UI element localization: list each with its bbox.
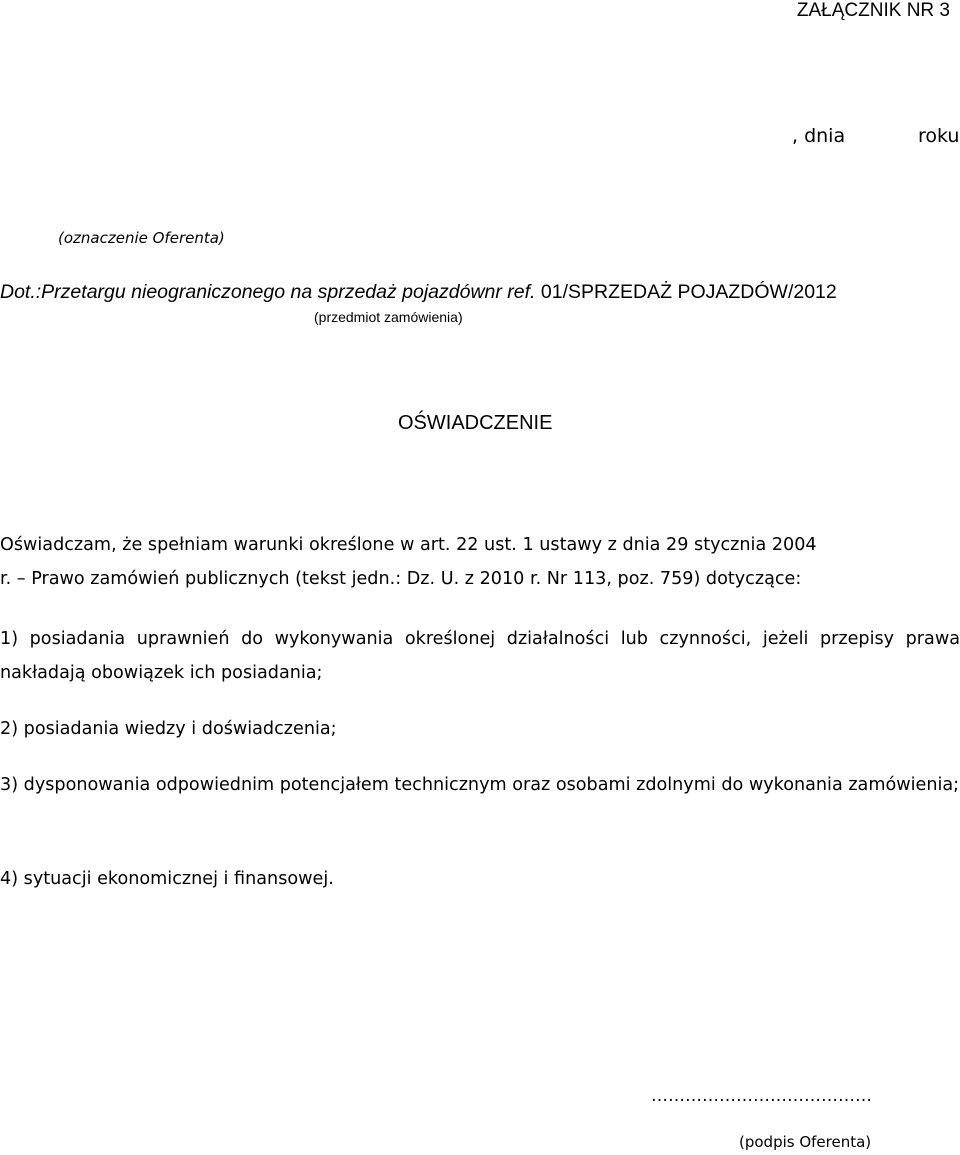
signature-line: ………………………………… xyxy=(651,1086,872,1106)
oferent-designation-label: (oznaczenie Oferenta) xyxy=(58,229,225,247)
condition-item-1: 1) posiadania uprawnień do wykonywania określonej działalności lub czynności, jeżeli przepisy prawa nakładają obowiązek ich posiadania; xyxy=(0,629,960,683)
date-suffix: roku xyxy=(918,125,960,147)
document-title: OŚWIADCZENIE xyxy=(398,412,553,434)
condition-item-2: 2) posiadania wiedzy i doświadczenia; xyxy=(0,719,337,739)
condition-item-4: 4) sytuacji ekonomicznej i finansowej. xyxy=(0,869,334,889)
subject-note: (przedmiot zamówienia) xyxy=(314,309,463,325)
condition-item-3: 3) dysponowania odpowiednim potencjałem technicznym oraz osobami zdolnymi do wykonania zamówienia; xyxy=(0,775,960,795)
subject-line xyxy=(0,283,837,303)
subject-reference: 01/SPRZEDAŻ POJAZDÓW/2012 xyxy=(540,281,837,303)
subject-prefix: Dot.:Przetargu nieograniczonego na sprzedaż pojazdównr ref. xyxy=(0,281,536,303)
signature-label: (podpis Oferenta) xyxy=(739,1133,872,1151)
date-prefix: , dnia xyxy=(792,125,846,147)
annex-number: ZAŁĄCZNIK NR 3 xyxy=(796,0,950,21)
intro-line-1: Oświadczam, że spełniam warunki określone w art. 22 ust. 1 ustawy z dnia 29 stycznia 2004 xyxy=(0,535,817,555)
intro-line-2: r. – Prawo zamówień publicznych (tekst jedn.: Dz. U. z 2010 r. Nr 113, poz. 759) dotyczące: xyxy=(0,569,802,589)
